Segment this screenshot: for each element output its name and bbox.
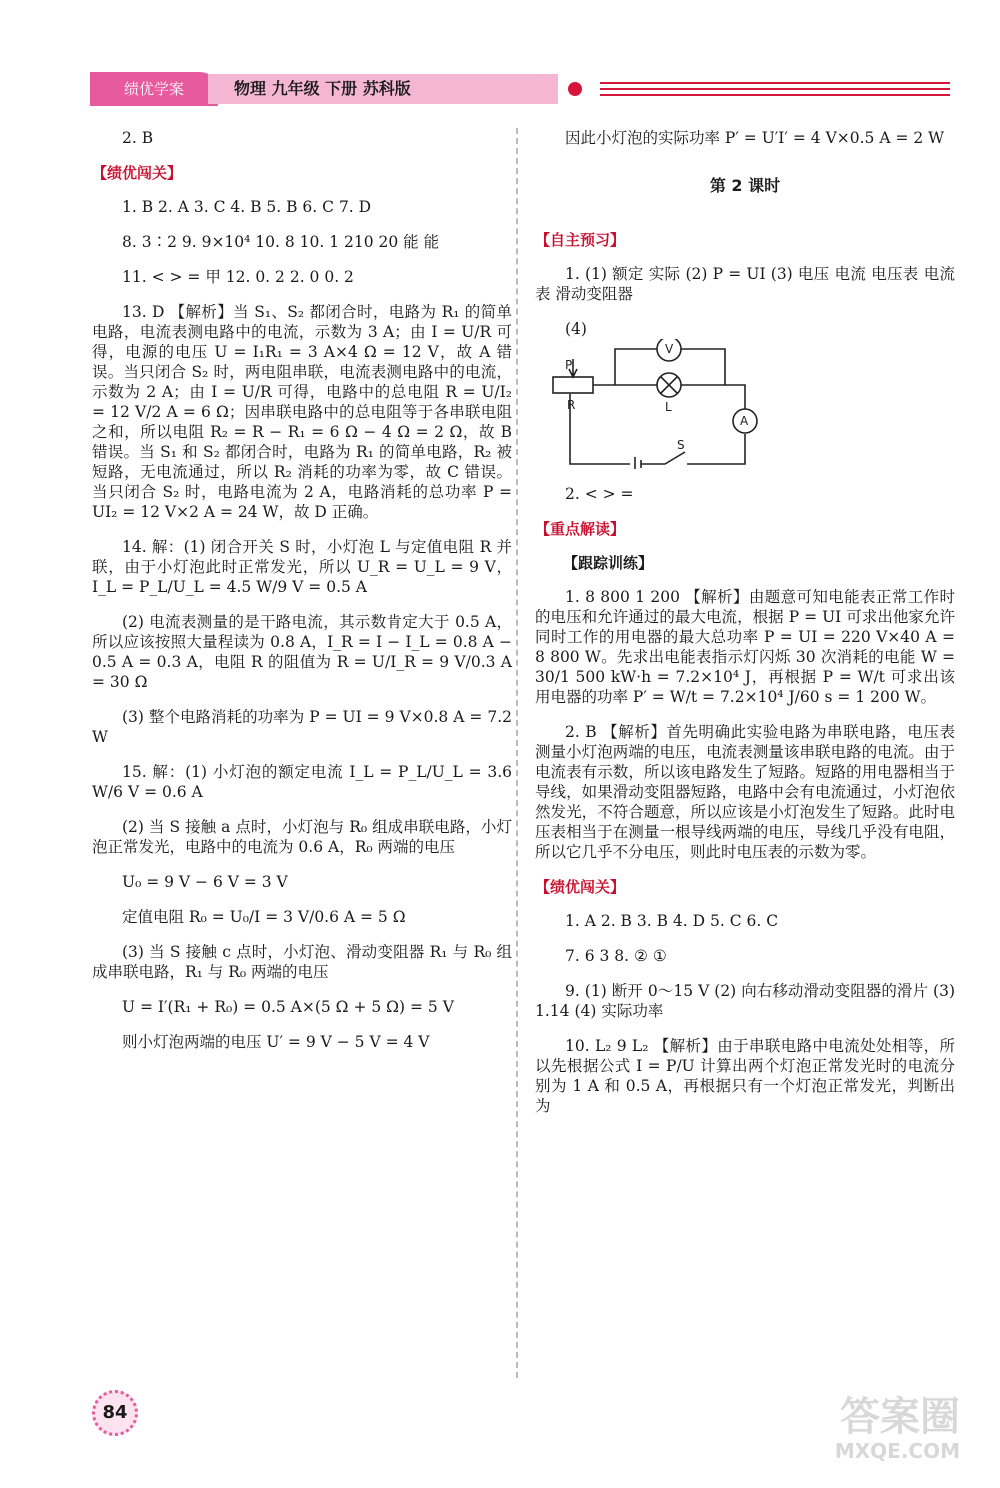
solution-15: 则小灯泡两端的电压 U′ = 9 V − 5 V = 4 V bbox=[122, 1033, 430, 1051]
watermark bbox=[770, 1395, 960, 1475]
solution-15: 定值电阻 R₀ = U₀/I = 3 V/0.6 A = 5 Ω bbox=[122, 908, 406, 926]
right-column bbox=[535, 128, 955, 1131]
answer-line: 1. B 2. A 3. C 4. B 5. B 6. C 7. D bbox=[122, 198, 372, 216]
label-r: R bbox=[567, 398, 576, 412]
solution-15: U = I′(R₁ + R₀) = 0.5 A×(5 Ω + 5 Ω) = 5 V bbox=[122, 998, 454, 1016]
watermark-url: MXQE.COM bbox=[834, 1439, 960, 1463]
subsection-heading: 【跟踪训练】 bbox=[563, 554, 654, 572]
solution-14: (3) 整个电路消耗的功率为 P = UI = 9 V×0.8 A = 7.2 W bbox=[92, 708, 512, 746]
answer-line: (4) bbox=[565, 320, 587, 338]
label-l: L bbox=[665, 400, 672, 414]
answer-line: 8. 3∶2 9. 9×10⁴ 10. 8 10. 1 210 20 能 能 bbox=[122, 233, 440, 251]
answer-paragraph: 10. L₂ 9 L₂ 【解析】由于串联电路中电流处处相等，所以先根据公式 I = P/U 计算出两个灯泡正常发光时的电流分别为 1 A 和 0.5 A，再根据只有一个灯泡正常发光，判断出为 bbox=[535, 1037, 955, 1115]
answer-line: 9. (1) 断开 0～15 V (2) 向右移动滑动变阻器的滑片 (3) 1.14 (4) 实际功率 bbox=[535, 982, 955, 1020]
header-rule bbox=[600, 88, 950, 90]
solution-15: 15. 解：(1) 小灯泡的额定电流 I_L = P_L/U_L = 3.6 W/6 V = 0.6 A bbox=[92, 763, 512, 801]
circuit-diagram bbox=[535, 339, 765, 469]
answer-line: 2. B bbox=[122, 129, 154, 147]
left-column bbox=[92, 128, 512, 1067]
solution-15: U₀ = 9 V − 6 V = 3 V bbox=[122, 873, 288, 891]
page-header bbox=[90, 72, 950, 108]
answer-line: 1. (1) 额定 实际 (2) P = UI (3) 电压 电流 电压表 电流表 滑动变阻器 bbox=[535, 265, 955, 303]
section-heading: 【绩优闯关】 bbox=[92, 164, 183, 182]
label-p: P bbox=[565, 358, 573, 372]
section-heading: 【绩优闯关】 bbox=[535, 878, 626, 896]
solution-13: 13. D 【解析】当 S₁、S₂ 都闭合时，电路为 R₁ 的简单电路，电流表测电路中的电流，示数为 3 A；由 I = U/R 可得，电源的电压 U = I₁R₁ = 3 A×4 Ω = 12 V，故 A 错误。当只闭合 S₂ 时，两电阻串联，电流表测电路中的电流，示数为 2 A；由 I = U/R 可得，电路中的总电阻 R = U/I₂ = 12 V/2 A = 6 Ω；因串联电路中的总电阻等于各串联电阻之和，所以电阻 R₂ = R − R₁ = 6 Ω − 4 Ω = 2 Ω，故 B 错误。当 S₁ 和 S₂ 都闭合时，电路为 R₁ 的简单电路，R₂ 被短路，无电流通过，所以 R₂ 消耗的功率为零，故 C 错误。当只闭合 S₂ 时，电路电流为 2 A，电路消耗的总功率 P = UI₂ = 12 V×2 A = 24 W，故 D 正确。 bbox=[92, 303, 512, 521]
watermark-logo: 答案圈 bbox=[840, 1394, 960, 1440]
answer-line: 因此小灯泡的实际功率 P′ = U′I′ = 4 V×0.5 A = 2 W bbox=[565, 129, 945, 147]
lesson-title: 第 2 课时 bbox=[709, 176, 781, 195]
book-title: 物理 九年级 下册 苏科版 bbox=[208, 74, 558, 104]
label-v: V bbox=[665, 342, 674, 356]
answer-paragraph: 2. B 【解析】首先明确此实验电路为串联电路，电压表测量小灯泡两端的电压，电流表测量该串联电路的电流。由于电流表有示数，所以该电路发生了短路。短路的用电器相当于导线，如果滑动变阻器短路，电路中会有电流通过，小灯泡依然发光，不符合题意，所以应该是小灯泡发生了短路。此时电压表相当于在测量一根导线两端的电压，导线几乎没有电阻，所以它几乎不分电压，则此时电压表的示数为零。 bbox=[535, 723, 955, 861]
answer-line: 2. < > = bbox=[565, 485, 634, 503]
header-dot bbox=[568, 82, 582, 96]
header-rule bbox=[600, 94, 950, 96]
label-a: A bbox=[740, 414, 749, 428]
column-divider bbox=[516, 128, 518, 1378]
section-heading: 【重点解读】 bbox=[535, 520, 626, 538]
header-rule bbox=[600, 82, 950, 84]
answer-line: 11. < > = 甲 12. 0. 2 2. 0 0. 2 bbox=[122, 268, 354, 286]
page-number: 84 bbox=[92, 1390, 138, 1436]
answer-line: 7. 6 3 8. ② ① bbox=[565, 947, 667, 965]
answer-line: 1. A 2. B 3. B 4. D 5. C 6. C bbox=[565, 912, 779, 930]
section-heading: 【自主预习】 bbox=[535, 231, 626, 249]
solution-14: 14. 解：(1) 闭合开关 S 时，小灯泡 L 与定值电阻 R 并联，由于小灯泡此时正常发光，所以 U_R = U_L = 9 V，I_L = P_L/U_L = 4.5 W/9 V = 0.5 A bbox=[92, 538, 512, 596]
solution-14: (2) 电流表测量的是干路电流，其示数肯定大于 0.5 A，所以应该按照大量程读为 0.8 A，I_R = I − I_L = 0.8 A − 0.5 A = 0.3 A，电阻 R 的阻值为 R = U/I_R = 9 V/0.3 A = 30 Ω bbox=[92, 613, 512, 691]
solution-15: (2) 当 S 接触 a 点时，小灯泡与 R₀ 组成串联电路，小灯泡正常发光，电路中的电流为 0.6 A，R₀ 两端的电压 bbox=[92, 818, 512, 856]
label-s: S bbox=[677, 438, 685, 452]
answer-paragraph: 1. 8 800 1 200 【解析】由题意可知电能表正常工作时的电压和允许通过的最大电流，根据 P = UI 可求出他家允许同时工作的用电器的最大总功率 P = UI = 220 V×40 A = 8 800 W。先求出电能表指示灯闪烁 30 次消耗的电能 W = 30/1 500 kW·h = 7.2×10⁴ J，再根据 P = W/t 可求出该用电器的功率 P′ = W/t = 7.2×10⁴ J/60 s = 1 200 W。 bbox=[535, 588, 955, 706]
solution-15: (3) 当 S 接触 c 点时，小灯泡、滑动变阻器 R₁ 与 R₀ 组成串联电路，R₁ 与 R₀ 两端的电压 bbox=[92, 943, 512, 981]
series-tag: 绩优学案 bbox=[90, 72, 218, 106]
